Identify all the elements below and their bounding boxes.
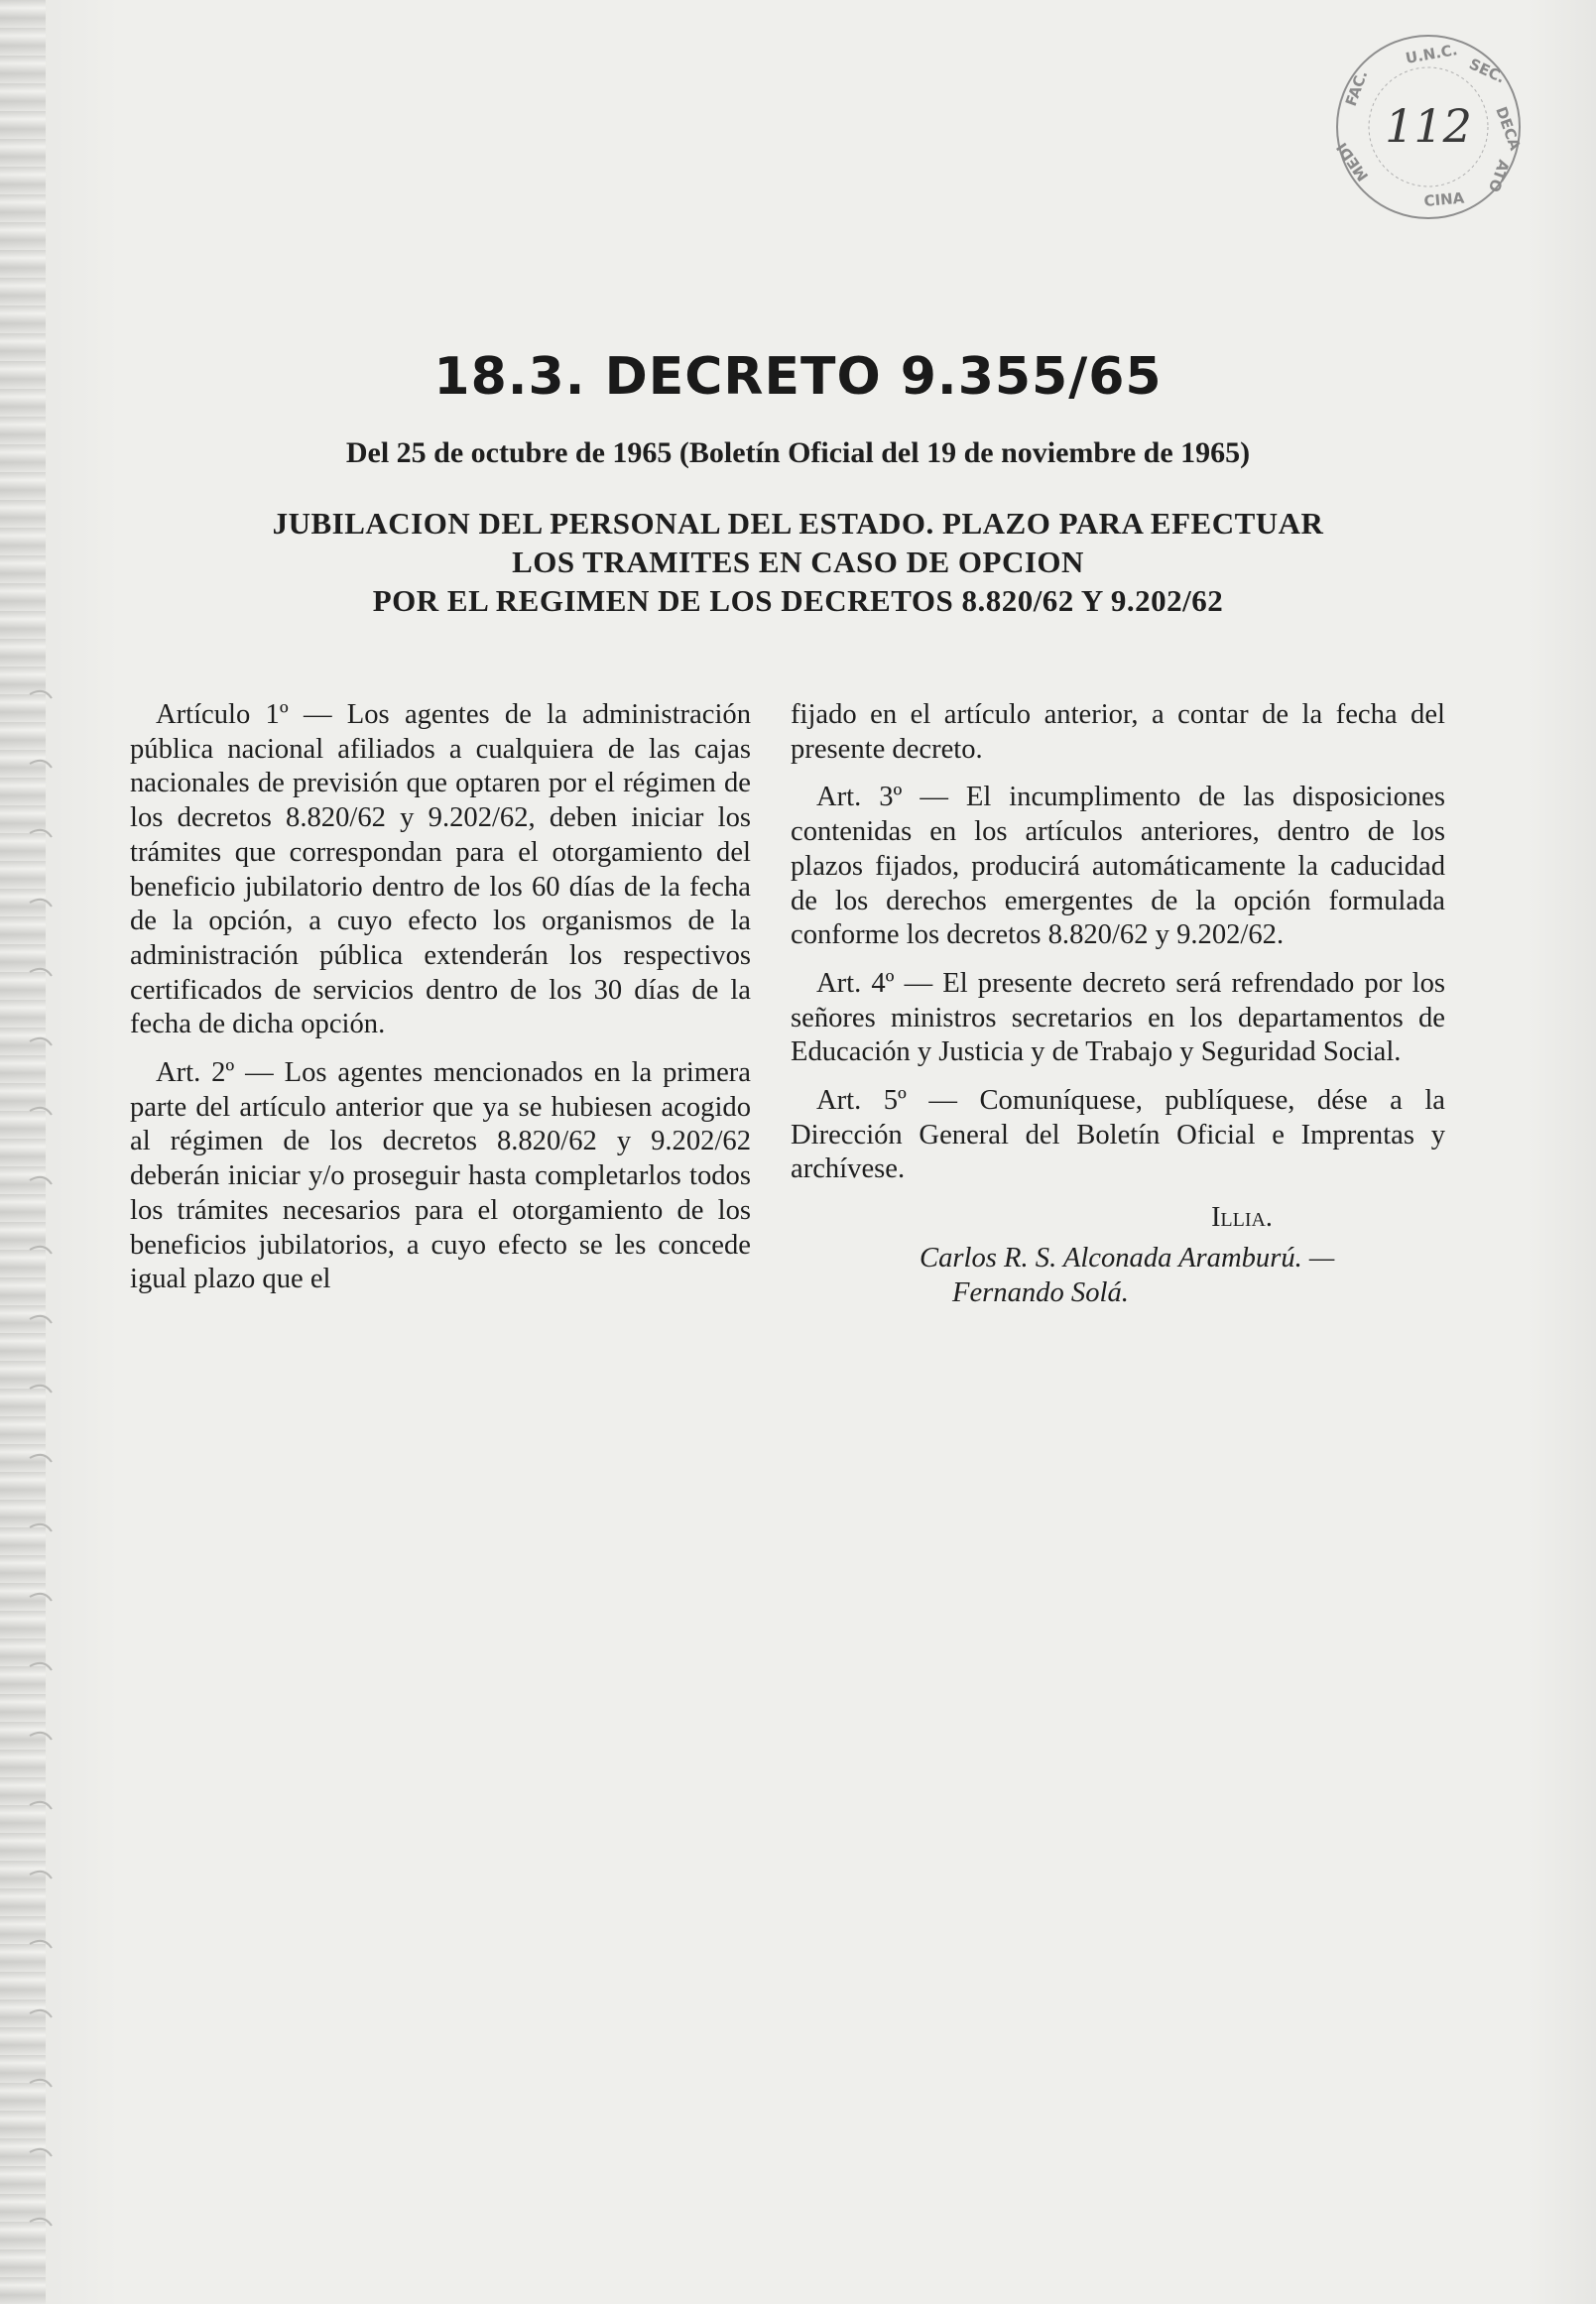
- right-column: [791, 698, 1445, 1310]
- svg-text:DECA: DECA: [1492, 104, 1525, 153]
- president-signature: Illia.: [1211, 1202, 1273, 1234]
- article-4: Art. 4º — El presente decreto será refrendado por los señores ministros secretarios en los departamentos de Educación y Justicia y de Trabajo y Seguridad Social.: [791, 967, 1445, 1068]
- heading-line: POR EL REGIMEN DE LOS DECRETOS 8.820/62 Y 9.202/62: [372, 583, 1224, 618]
- article-5: Art. 5º — Comuníquese, publíquese, dése a la Dirección General del Boletín Oficial e Imprentas y archívese.: [791, 1085, 1445, 1185]
- binding-rings: [26, 684, 65, 2291]
- article-2-continued: fijado en el artículo anterior, a contar de la fecha del presente decreto.: [791, 699, 1445, 765]
- handwritten-page-number: 112: [1385, 99, 1472, 153]
- left-column: [130, 698, 751, 1311]
- article-2: Art. 2º — Los agentes mencionados en la primera parte del artículo anterior que ya se hubiesen acogido al régimen de los decretos 8.820/62 y 9.202/62 deberán iniciar y/o proseguir hasta completarlos todos los trámites necesarios para el otorgamiento de los beneficios jubilatorios, a cuyo efecto se les concede igual plazo que el: [130, 1057, 751, 1295]
- svg-text:SEC.: SEC.: [1466, 55, 1509, 87]
- article-3: Art. 3º — El incumplimento de las disposiciones contenidas en los artículos anteriores, dentro de los plazos fijados, producirá automáticamente la caducidad de los derechos emergentes de la opción formulada conforme los decretos 8.820/62 y 9.202/62.: [791, 782, 1445, 951]
- svg-text:MEDI: MEDI: [1332, 139, 1373, 185]
- article-1: Artículo 1º — Los agentes de la administración pública nacional afiliados a cualquiera de las cajas nacionales de previsión que optaren por el régimen de los decretos 8.820/62 y 9.202/62, deben iniciar los trámites que correspondan para el otorgamiento del beneficio jubilatorio dentro de los 60 días de la fecha de la opción, a cuyo efecto los organismos de la administración pública extenderán los respectivos certificados de servicios dentro de los 30 días de la fecha de dicha opción.: [130, 699, 751, 1040]
- heading-line: LOS TRAMITES EN CASO DE OPCION: [512, 545, 1084, 579]
- faculty-seal-stamp: [1329, 28, 1528, 226]
- svg-text:CINA: CINA: [1422, 188, 1465, 210]
- ministers-signature-line-1: Carlos R. S. Alconada Aramburú. —: [920, 1242, 1335, 1273]
- svg-text:ATO: ATO: [1484, 157, 1514, 195]
- heading-line: JUBILACION DEL PERSONAL DEL ESTADO. PLAZO PARA EFECTUAR: [272, 506, 1324, 541]
- svg-text:FAC.: FAC.: [1341, 67, 1372, 109]
- svg-text:U.N.C.: U.N.C.: [1404, 41, 1459, 67]
- decree-date-line: Del 25 de octubre de 1965 (Boletín Oficial del 19 de noviembre de 1965): [345, 436, 1251, 469]
- decree-heading: [198, 504, 1398, 620]
- ministers-signature-line-2: Fernando Solá.: [952, 1276, 1129, 1308]
- decree-title: 18.3. DECRETO 9.355/65: [433, 347, 1163, 407]
